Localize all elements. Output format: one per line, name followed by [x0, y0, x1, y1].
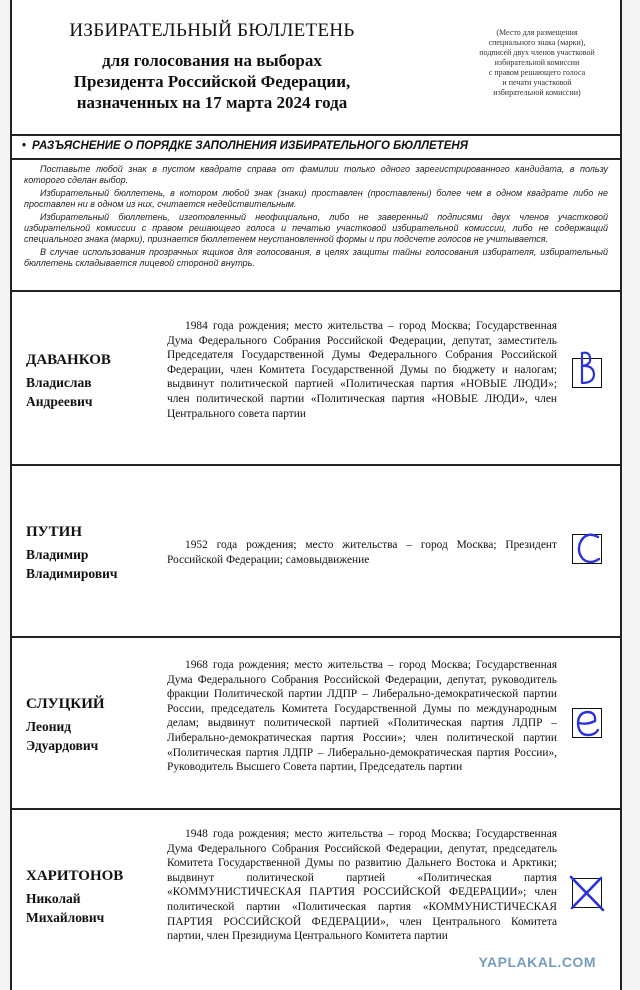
handwritten-mark-icon: [573, 359, 603, 389]
bullet-icon: •: [22, 140, 27, 152]
vote-checkbox[interactable]: [572, 878, 602, 908]
handwritten-mark-icon: [573, 879, 603, 909]
candidate-surname: ПУТИН: [26, 524, 83, 540]
handwritten-mark-icon: [573, 535, 603, 565]
explanation-block: [12, 160, 620, 292]
candidate-row-putin: [12, 466, 620, 638]
ballot-subtitle: для голосования на выборах Президента Российской Федерации, назначенных на 17 марта 2024 года: [73, 51, 351, 112]
explanation-paragraph: В случае использования прозрачных ящиков для голосования, в целях защиты тайны голосования избирателя, избирательный бюллетень складывается лицевой стороной внутрь.: [24, 247, 608, 268]
stamp-placeholder-note: (Место для размещения специального знака (марки), подписей двух членов участковой избирательной комиссии с правом решающего голоса и печати участковой избирательной комиссии): [479, 28, 595, 97]
explanation-paragraph: Поставьте любой знак в пустом квадрате справа от фамилии только одного зарегистрированного кандидата, в пользу которого сделан выбор.: [24, 164, 608, 185]
ballot-header: [12, 0, 620, 136]
candidate-surname: ХАРИТОНОВ: [26, 868, 124, 884]
explanation-paragraph: Избирательный бюллетень, изготовленный неофициально, либо не заверенный подписями двух членов участковой избирательной комиссии с правом решающего голоса и печатью участковой избирательной комиссии, либо не содержащий специального знака (марки), признается бюллетенем неустановленной формы и при подсчете голосов не учитывается.: [24, 212, 608, 244]
vote-checkbox[interactable]: [572, 708, 602, 738]
candidate-bio: 1984 года рождения; место жительства – город Москва; Государственная Дума Федерального Собрания Российской Федерации, депутат, заместитель Председателя Государственной Думы Федерального Собрания Российской Федерации, член Комитета Государственной Думы по бюджету и налогам; выдвинут политической партией «Политическая партия «НОВЫЕ ЛЮДИ»; член политической партии «Политическая партия «НОВЫЕ ЛЮДИ», член Центрального совета партии: [167, 320, 557, 420]
explanation-heading: [12, 134, 620, 160]
vote-checkbox[interactable]: [572, 534, 602, 564]
candidate-surname: ДАВАНКОВ: [26, 352, 111, 368]
candidate-row-davankov: [12, 294, 620, 466]
candidate-given-names: Владислав Андреевич: [26, 375, 93, 409]
candidate-given-names: Николай Михайлович: [26, 891, 105, 925]
candidate-bio: 1952 года рождения; место жительства – город Москва; Президент Российской Федерации; самовыдвижение: [167, 539, 557, 566]
candidate-given-names: Леонид Эдуардович: [26, 719, 99, 753]
candidate-bio: 1968 года рождения; место жительства – город Москва; Государственная Дума Федерального Собрания Российской Федерации, депутат, руководитель фракции Политической партии ЛДПР – Либерально-демократической партии России, председатель Комитета Государственной Думы по международным делам; выдвинут политической партией «Политическая партия ЛДПР – Либерально-демократическая партия России»; член политической партии «Политическая партия ЛДПР – Либерально-демократическая партия России», Руководитель Высшего Совета партии, Председатель партии: [167, 659, 557, 774]
explanation-paragraph: Избирательный бюллетень, в котором любой знак (знаки) проставлен (проставлены) более чем в одном квадрате либо не проставлен ни в одном из них, считается недействительным.: [24, 188, 608, 209]
candidate-row-slutsky: [12, 638, 620, 810]
watermark: YAPLAKAL.COM: [478, 954, 596, 970]
vote-checkbox[interactable]: [572, 358, 602, 388]
explanation-heading-text: РАЗЪЯСНЕНИЕ О ПОРЯДКЕ ЗАПОЛНЕНИЯ ИЗБИРАТЕЛЬНОГО БЮЛЛЕТЕНЯ: [32, 140, 469, 152]
candidate-bio: 1948 года рождения; место жительства – город Москва; Государственная Дума Федерального Собрания Российской Федерации, депутат, председатель Комитета Государственной Думы по развитию Дальнего Востока и Арктики; выдвинут политической партией «Политическая партия «КОММУНИСТИЧЕСКАЯ ПАРТИЯ РОССИЙСКОЙ ФЕДЕРАЦИИ»; член политической партии «Политическая партия «КОММУНИСТИЧЕСКАЯ ПАРТИЯ РОССИЙСКОЙ ФЕДЕРАЦИИ», член Центрального Комитета партии, член Президиума Центрального Комитета партии: [167, 828, 557, 943]
candidate-given-names: Владимир Владимирович: [26, 547, 118, 581]
ballot-title: ИЗБИРАТЕЛЬНЫЙ БЮЛЛЕТЕНЬ: [69, 20, 355, 41]
handwritten-mark-icon: [573, 709, 603, 739]
candidate-surname: СЛУЦКИЙ: [26, 696, 105, 712]
ballot-sheet: [10, 0, 622, 990]
